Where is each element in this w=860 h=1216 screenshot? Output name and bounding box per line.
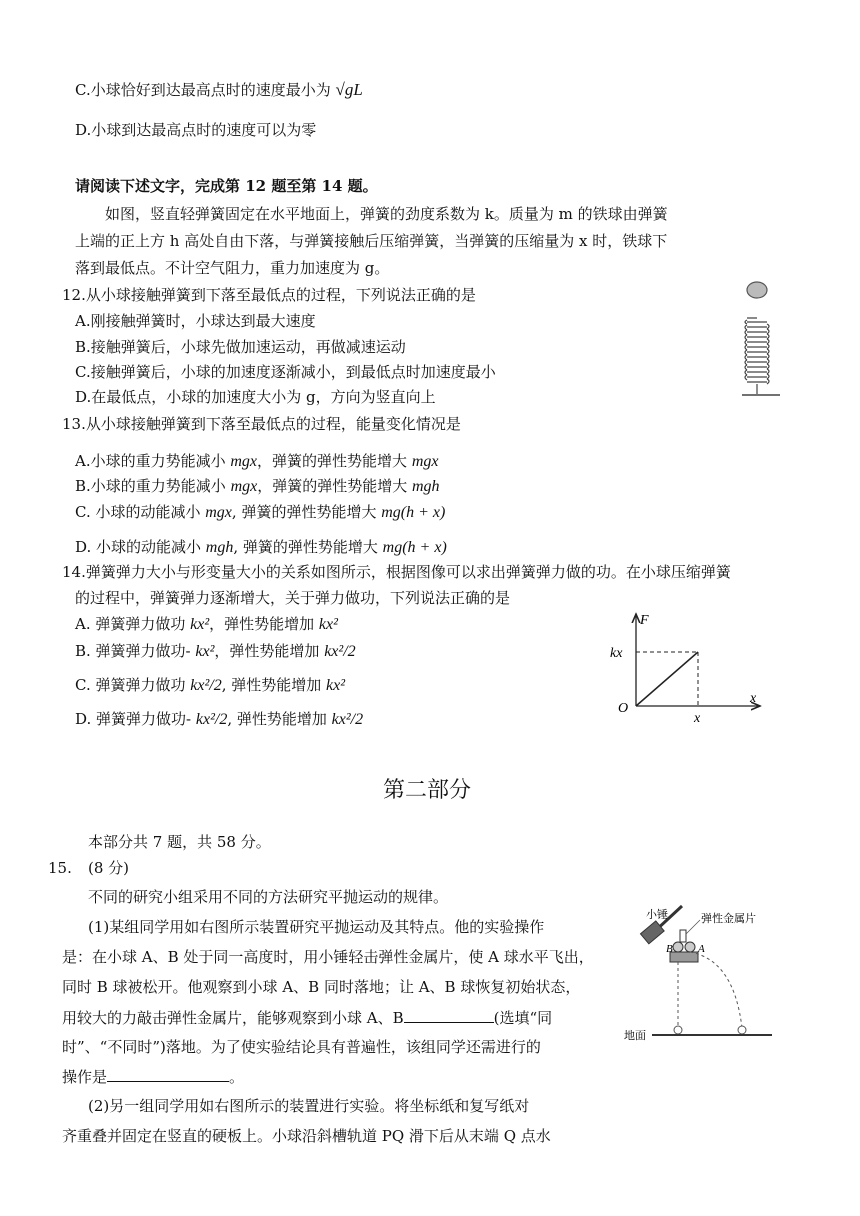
a-trajectory [690,952,742,1028]
y-axis-label: F [640,613,649,628]
plate-label: 弹性金属片 [701,913,756,925]
iron-ball [747,282,767,298]
q15-line-3: 是：在小球 A、B 处于同一高度时，用小锤轻击弹性金属片，使 A 球水平飞出， [62,948,594,966]
metal-plate [680,930,686,942]
q13-b-text1: B.小球的重力势能减小 [75,477,231,495]
q13-b-math2: mgh [412,478,440,495]
q14-option-a [75,614,338,635]
q14-b-text2: ，弹性势能增加 [214,642,325,660]
ball-b-label: B [666,943,673,955]
intro-line-1: 如图，竖直轻弹簧固定在水平地面上，弹簧的劲度系数为 k。质量为 m 的铁球由弹簧 [105,205,668,223]
q13-d-math2: mg(h + x) [382,539,447,556]
q11-option-d: D.小球到达最高点时的速度可以为零 [75,121,317,139]
q14-option-c [75,675,345,696]
q15-line-4: 同时 B 球被松开。他观察到小球 A、B 同时落地；让 A、B 球恢复初始状态， [62,978,581,996]
answer-blank-1[interactable] [404,1007,494,1023]
q13-d-text2: , 弹簧的弹性势能增大 [233,538,383,556]
stand-base [670,952,698,962]
plate-pointer [686,920,700,934]
q14-d-text1: D. 弹簧弹力做功- [75,710,196,728]
q15-line-7-tail: 。 [229,1068,245,1086]
q13-a-text1: A.小球的重力势能减小 [75,452,231,470]
q13-c-text2: , 弹簧的弹性势能增大 [231,503,382,521]
q13-c-math2: mg(h + x) [381,504,446,521]
q14-d-math1: kx²/2 [195,711,228,728]
q14-stem-line-1: 14.弹簧弹力大小与形变量大小的关系如图所示，根据图像可以求出弹簧弹力做的功。在小球压缩弹簧 [62,563,731,581]
q14-b-math1: kx² [195,643,215,660]
x-axis-label: x [750,691,757,706]
q13-a-text2: ，弹簧的弹性势能增大 [257,452,412,470]
ball-b [673,942,683,952]
q13-option-c [75,502,445,523]
origin-label: O [618,701,629,716]
q14-a-text1: A. 弹簧弹力做功 [75,615,191,633]
q13-a-math1: mgx [230,453,258,470]
q12-option-a: A.刚接触弹簧时，小球达到最大速度 [75,312,316,330]
ball-b-landing [674,1026,682,1034]
ball-a-landing [738,1026,746,1034]
q13-b-math1: mgx [230,478,258,495]
q15-line-2: (1)某组同学用如右图所示装置研究平抛运动及其特点。他的实验操作 [88,918,545,936]
q13-stem: 13.从小球接触弹簧到下落至最低点的过程，能量变化情况是 [62,415,461,433]
x-tick-label: x [694,711,701,726]
part2-note: 本部分共 7 题，共 58 分。 [88,833,271,851]
ball-a-label: A [698,943,705,955]
q15-number: 15. [48,859,72,877]
q14-b-text1: B. 弹簧弹力做功- [75,642,196,660]
hammer-label: 小锤 [646,909,668,921]
projectile-apparatus-figure [624,900,774,1048]
intro-line-2: 上端的正上方 h 高处自由下落，与弹簧接触后压缩弹簧，当弹簧的压缩量为 x 时，铁球下 [75,232,668,250]
q14-option-d [75,709,363,730]
force-line [636,652,698,706]
q11-option-c-math: √gL [335,80,363,99]
intro-line-3: 落到最低点。不计空气阻力，重力加速度为 g。 [75,259,390,277]
q14-stem-line-2: 的过程中，弹簧弹力逐渐增大，关于弹力做功，下列说法正确的是 [75,589,511,607]
spring-ball-figure [738,280,782,400]
q14-b-math2: kx²/2 [324,643,356,660]
q15-line-6: 时”、“不同时”)落地。为了使实验结论具有普遍性，该组同学还需进行的 [62,1038,541,1056]
q15-line-5-tail: (选填“同 [493,1009,553,1027]
q14-c-math2: kx² [326,677,346,694]
spring-coil [745,318,769,394]
q12-option-b: B.接触弹簧后，小球先做加速运动，再做减速运动 [75,338,406,356]
q14-a-text2: ，弹性势能增加 [209,615,319,633]
q15-line-8: (2)另一组同学用如右图所示的装置进行实验。将坐标纸和复写纸对 [88,1097,530,1115]
q12-option-d: D.在最低点，小球的加速度大小为 g，方向为竖直向上 [75,388,436,406]
q11-option-c-text: C.小球恰好到达最高点时的速度最小为 [75,81,336,99]
q13-d-math1: mgh [205,539,234,556]
q13-b-text2: ，弹簧的弹性势能增大 [257,477,412,495]
q15-line-7 [62,1066,244,1087]
y-tick-label: kx [610,646,623,661]
ground-label: 地面 [624,1030,646,1042]
q15-line-7-text: 操作是 [62,1068,108,1086]
ball-a [685,942,695,952]
q14-d-math2: kx²/2 [331,711,364,728]
q12-option-c: C.接触弹簧后，小球的加速度逐渐减小，到最低点时加速度最小 [75,363,496,381]
force-deformation-graph [608,608,768,726]
q13-option-b [75,476,440,497]
q15-line-5 [62,1007,552,1028]
q14-d-text2: , 弹性势能增加 [227,710,332,728]
q13-option-d [75,537,447,558]
q14-c-text1: C. 弹簧弹力做功 [75,676,191,694]
intro-heading: 请阅读下述文字，完成第 12 题至第 14 题。 [75,177,378,195]
q14-c-math1: kx²/2 [190,677,222,694]
q13-d-text1: D. 小球的动能减小 [75,538,206,556]
q14-a-math1: kx² [190,616,210,633]
q13-c-math1: mgx [205,504,232,521]
q15-line-5-text: 用较大的力敲击弹性金属片，能够观察到小球 A、B [62,1009,404,1027]
q15-line-9: 齐重叠并固定在竖直的硬板上。小球沿斜槽轨道 PQ 滑下后从末端 Q 点水 [62,1127,551,1145]
part2-title: 第二部分 [383,778,472,803]
q15-score: (8 分) [88,859,130,877]
q13-option-a [75,451,438,472]
q13-c-text1: C. 小球的动能减小 [75,503,206,521]
q14-option-b [75,641,356,662]
q14-a-math2: kx² [318,616,338,633]
q13-a-math2: mgx [411,453,439,470]
answer-blank-2[interactable] [107,1066,229,1082]
q12-stem: 12.从小球接触弹簧到下落至最低点的过程，下列说法正确的是 [62,286,476,304]
q14-c-text2: , 弹性势能增加 [221,676,327,694]
q15-line-1: 不同的研究小组采用不同的方法研究平抛运动的规律。 [88,888,449,906]
q11-option-c [75,80,363,100]
